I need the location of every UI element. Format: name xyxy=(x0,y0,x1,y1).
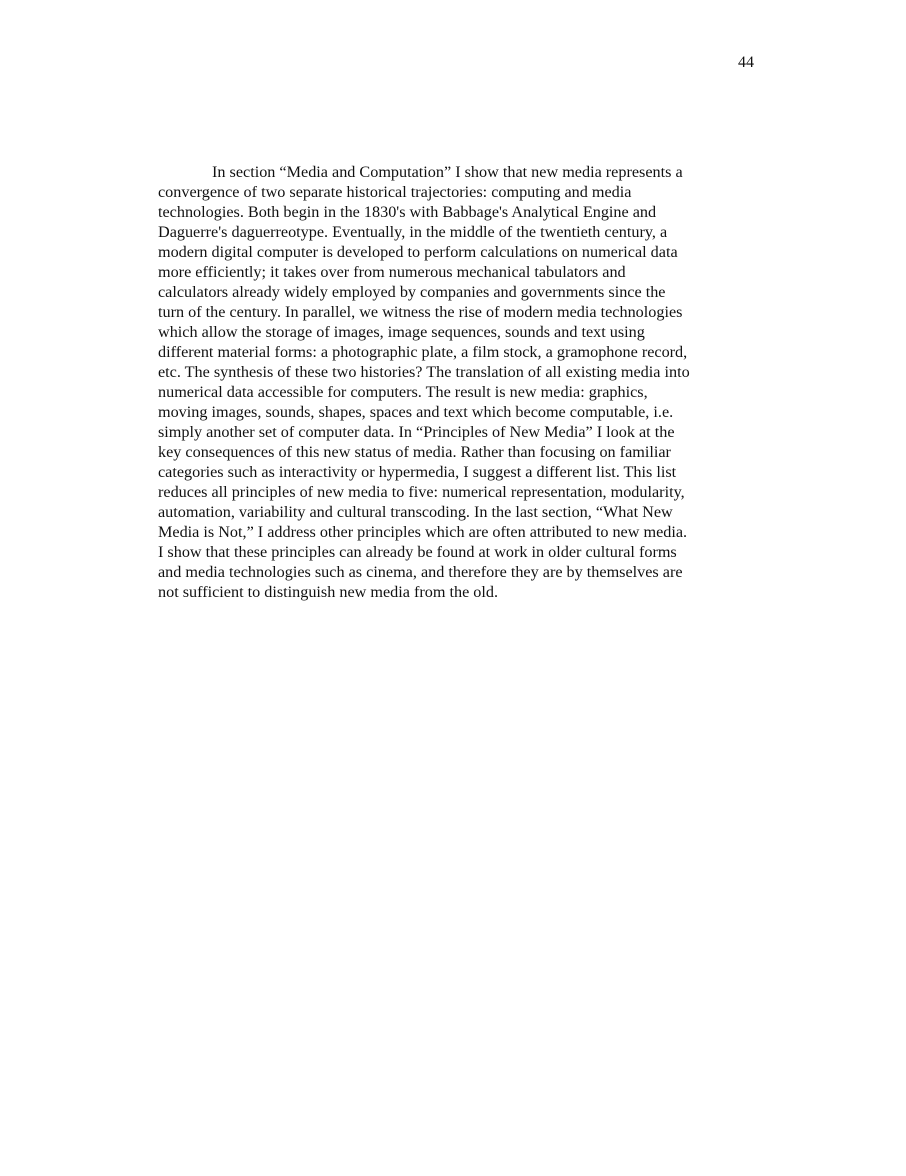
paragraph-line: moving images, sounds, shapes, spaces and text which become computable, i.e. xyxy=(158,403,674,421)
paragraph-line: Daguerre's daguerreotype. Eventually, in the middle of the twentieth century, a xyxy=(158,223,668,241)
paragraph-line: automation, variability and cultural transcoding. In the last section, “What New xyxy=(158,503,673,521)
page-number: 44 xyxy=(738,54,754,71)
paragraph-line: key consequences of this new status of media. Rather than focusing on familiar xyxy=(158,443,671,461)
paragraph-line: etc. The synthesis of these two histories? The translation of all existing media into xyxy=(158,363,690,381)
paragraph-line: numerical data accessible for computers. The result is new media: graphics, xyxy=(158,383,648,401)
paragraph-line: convergence of two separate historical trajectories: computing and media xyxy=(158,183,632,201)
body-paragraph xyxy=(158,162,758,602)
paragraph-line: Media is Not,” I address other principles which are often attributed to new media. xyxy=(158,523,688,541)
paragraph-line: reduces all principles of new media to five: numerical representation, modularity, xyxy=(158,483,685,501)
paragraph-line: more efficiently; it takes over from numerous mechanical tabulators and xyxy=(158,263,626,281)
paragraph-line: calculators already widely employed by companies and governments since the xyxy=(158,283,666,301)
paragraph-line: In section “Media and Computation” I show that new media represents a xyxy=(212,163,683,181)
paragraph-line: not sufficient to distinguish new media from the old. xyxy=(158,583,499,601)
paragraph-line: which allow the storage of images, image sequences, sounds and text using xyxy=(158,323,645,341)
paragraph-line: categories such as interactivity or hypermedia, I suggest a different list. This list xyxy=(158,463,677,481)
paragraph-line: technologies. Both begin in the 1830's with Babbage's Analytical Engine and xyxy=(158,203,657,221)
paragraph-line: turn of the century. In parallel, we witness the rise of modern media technologies xyxy=(158,303,683,321)
paragraph-line: modern digital computer is developed to perform calculations on numerical data xyxy=(158,243,678,261)
paragraph-line: and media technologies such as cinema, and therefore they are by themselves are xyxy=(158,563,683,581)
paragraph-line: I show that these principles can already be found at work in older cultural forms xyxy=(158,543,677,561)
paragraph-line: simply another set of computer data. In “Principles of New Media” I look at the xyxy=(158,423,675,441)
paragraph-line: different material forms: a photographic plate, a film stock, a gramophone record, xyxy=(158,343,688,361)
